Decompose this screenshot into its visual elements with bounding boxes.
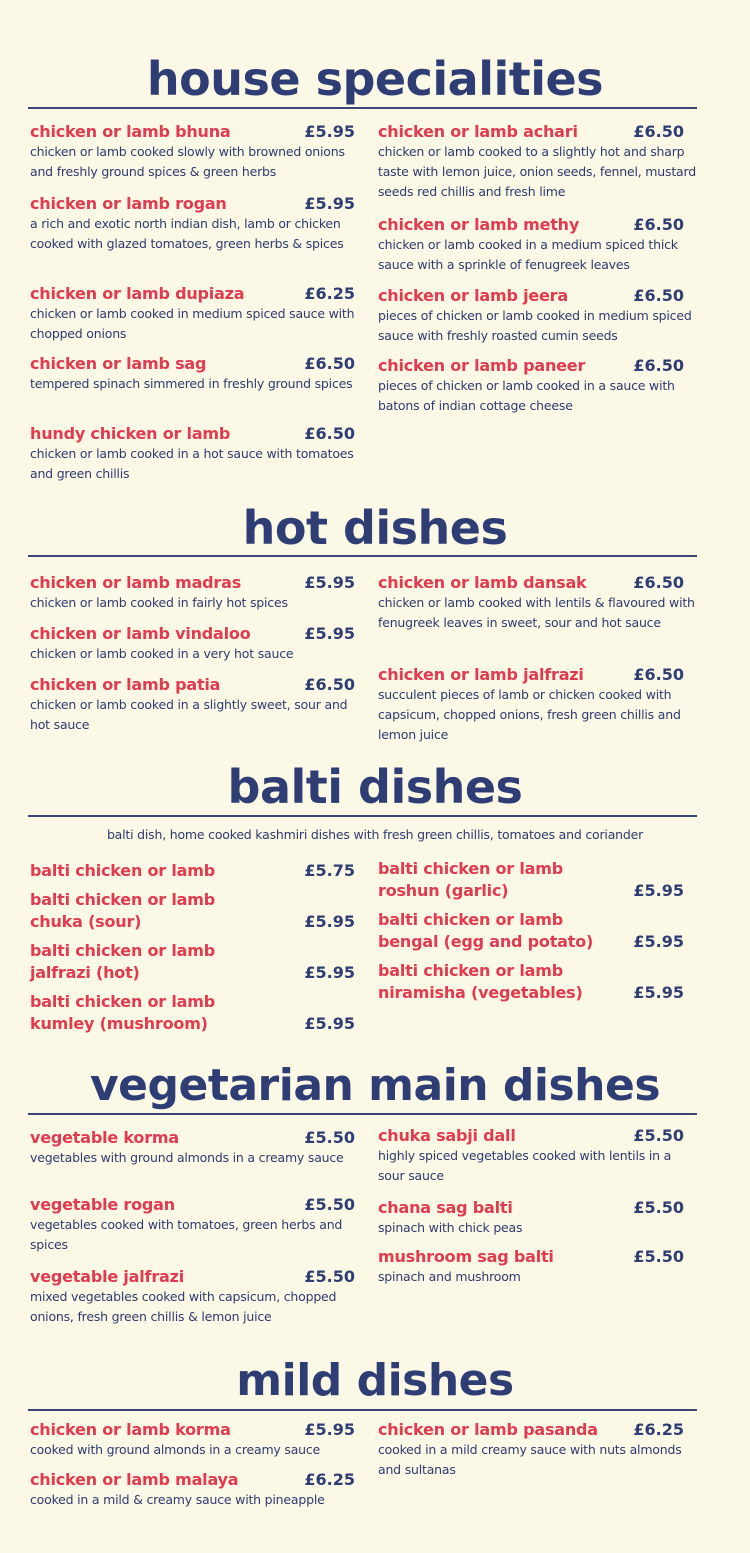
item-description: spinach and mushroom (378, 1269, 521, 1284)
item-name: chicken or lamb madras (30, 573, 242, 592)
item-name: balti chicken or lamb niramisha (vegetables) (378, 961, 583, 1002)
item-price: £5.95 (304, 194, 355, 213)
section-title-mild-dishes: mild dishes (236, 1355, 514, 1406)
menu-item (30, 122, 355, 182)
item-price: £5.50 (304, 1128, 355, 1147)
item-price: £5.95 (633, 932, 684, 951)
menu-item (378, 909, 684, 953)
item-price: £5.95 (304, 624, 355, 643)
menu-item (30, 1267, 355, 1327)
item-price: £6.50 (633, 286, 684, 305)
item-description: cooked in a mild & creamy sauce with pineapple (30, 1492, 325, 1507)
item-price: £5.95 (304, 912, 355, 931)
item-price: £5.95 (633, 881, 684, 900)
item-price: £6.50 (304, 354, 355, 373)
item-price: £5.50 (304, 1195, 355, 1214)
item-description: cooked in a mild creamy sauce with nuts almonds and sultanas (378, 1442, 682, 1477)
item-name: chicken or lamb dansak (378, 573, 587, 592)
menu-item (30, 194, 355, 254)
item-price: £6.50 (304, 424, 355, 443)
menu-item (30, 354, 355, 394)
item-description: cooked with ground almonds in a creamy sauce (30, 1442, 321, 1457)
item-name: vegetable korma (30, 1128, 179, 1147)
item-name: vegetable jalfrazi (30, 1267, 185, 1286)
item-name: chicken or lamb methy (378, 215, 580, 234)
section-title-vegetarian-main-dishes: vegetarian main dishes (89, 1060, 661, 1111)
menu-item (378, 858, 684, 902)
section-divider (28, 1113, 697, 1115)
item-name: chicken or lamb pasanda (378, 1420, 598, 1439)
menu-item (30, 675, 355, 735)
item-description: chicken or lamb cooked to a slightly hot and sharp taste with lemon juice, onion seeds, fennel, mustard seeds red chillis and fresh lime (378, 144, 696, 199)
menu-item (378, 356, 684, 416)
item-description: highly spiced vegetables cooked with lentils in a sour sauce (378, 1148, 672, 1183)
item-name: chana sag balti (378, 1198, 513, 1217)
item-price: £5.95 (304, 963, 355, 982)
item-name: balti chicken or lamb jalfrazi (hot) (30, 941, 215, 982)
item-description: a rich and exotic north indian dish, lamb or chicken cooked with glazed tomatoes, green herbs & spices (30, 216, 344, 251)
item-price: £6.25 (304, 1470, 355, 1489)
item-name: vegetable rogan (30, 1195, 175, 1214)
item-name: chicken or lamb paneer (378, 356, 586, 375)
balti-description: balti dish, home cooked kashmiri dishes with fresh green chillis, tomatoes and coriander (106, 827, 644, 842)
balti-left-column (30, 860, 355, 1040)
item-name: chicken or lamb malaya (30, 1470, 239, 1489)
item-description: mixed vegetables cooked with capsicum, chopped onions, fresh green chillis & lemon juice (30, 1289, 337, 1324)
item-price: £6.50 (633, 122, 684, 141)
item-price: £5.50 (633, 1247, 684, 1266)
item-name: mushroom sag balti (378, 1247, 554, 1266)
item-name: chicken or lamb patia (30, 675, 221, 694)
item-name: chicken or lamb sag (30, 354, 207, 373)
item-name: chicken or lamb korma (30, 1420, 231, 1439)
item-price: £5.50 (633, 1126, 684, 1145)
item-name: balti chicken or lamb roshun (garlic) (378, 859, 563, 900)
menu-item (378, 1420, 684, 1480)
section-title-house-specialities: house specialities (146, 52, 604, 106)
item-price: £6.50 (304, 675, 355, 694)
menu-item (30, 1128, 355, 1168)
menu-item (30, 1195, 355, 1255)
menu-item (378, 960, 684, 1004)
section-divider (28, 555, 697, 557)
item-name: chicken or lamb dupiaza (30, 284, 245, 303)
balti-right-column (378, 858, 684, 1008)
menu-item (30, 860, 355, 882)
menu-item (378, 665, 684, 745)
item-price: £6.25 (304, 284, 355, 303)
item-description: chicken or lamb cooked in a slightly sweet, sour and hot sauce (30, 697, 348, 732)
item-name: chuka sabji dall (378, 1126, 516, 1145)
section-divider (28, 815, 697, 817)
item-description: chicken or lamb cooked in a very hot sauce (30, 646, 294, 661)
item-name: chicken or lamb jalfrazi (378, 665, 584, 684)
item-name: balti chicken or lamb kumley (mushroom) (30, 992, 215, 1033)
item-price: £5.50 (304, 1267, 355, 1286)
item-price: £5.50 (633, 1198, 684, 1217)
item-description: vegetables cooked with tomatoes, green herbs and spices (30, 1217, 343, 1252)
item-description: spinach with chick peas (378, 1220, 523, 1235)
menu-item (30, 284, 355, 344)
item-name: chicken or lamb vindaloo (30, 624, 251, 643)
item-price: £5.75 (304, 861, 355, 880)
menu-item (378, 1126, 684, 1186)
item-name: chicken or lamb rogan (30, 194, 227, 213)
menu-item (378, 573, 695, 633)
section-title-hot-dishes: hot dishes (242, 501, 508, 555)
item-price: £5.95 (304, 1420, 355, 1439)
section-divider (28, 107, 697, 109)
item-name: balti chicken or lamb bengal (egg and potato) (378, 910, 594, 951)
menu-item (378, 215, 684, 275)
item-name: chicken or lamb achari (378, 122, 578, 141)
menu-item (30, 889, 355, 933)
item-description: vegetables with ground almonds in a creamy sauce (30, 1150, 344, 1165)
item-price: £6.25 (633, 1420, 684, 1439)
item-price: £5.95 (304, 1014, 355, 1033)
item-description: chicken or lamb cooked in medium spiced sauce with chopped onions (30, 306, 355, 341)
item-price: £6.50 (633, 665, 684, 684)
menu-item (30, 940, 355, 984)
menu-item (30, 424, 355, 484)
menu-item (30, 1470, 355, 1510)
item-description: chicken or lamb cooked in fairly hot spices (30, 595, 288, 610)
section-title-balti-dishes: balti dishes (227, 760, 523, 814)
item-description: chicken or lamb cooked in a hot sauce with tomatoes and green chillis (30, 446, 354, 481)
item-price: £5.95 (304, 122, 355, 141)
item-description: chicken or lamb cooked in a medium spiced thick sauce with a sprinkle of fenugreek leaves (378, 237, 678, 272)
item-name: hundy chicken or lamb (30, 424, 231, 443)
item-name: chicken or lamb jeera (378, 286, 568, 305)
menu-item (30, 624, 355, 664)
item-name: balti chicken or lamb chuka (sour) (30, 890, 215, 931)
item-price: £6.50 (633, 215, 684, 234)
item-description: tempered spinach simmered in freshly ground spices (30, 376, 353, 391)
item-description: succulent pieces of lamb or chicken cooked with capsicum, chopped onions, fresh green chillis and lemon juice (378, 687, 681, 742)
menu-item (30, 573, 355, 613)
item-name: balti chicken or lamb (30, 861, 215, 880)
item-description: chicken or lamb cooked slowly with browned onions and freshly ground spices & green herbs (30, 144, 345, 179)
menu-item (30, 991, 355, 1035)
item-price: £6.50 (633, 573, 684, 592)
item-price: £5.95 (633, 983, 684, 1002)
item-description: pieces of chicken or lamb cooked in medium spiced sauce with freshly roasted cumin seeds (378, 308, 692, 343)
item-name: chicken or lamb bhuna (30, 122, 231, 141)
menu-item (378, 1247, 684, 1287)
menu-item (378, 286, 692, 346)
item-description: chicken or lamb cooked with lentils & flavoured with fenugreek leaves in sweet, sour and hot sauce (378, 595, 695, 630)
item-price: £5.95 (304, 573, 355, 592)
item-price: £6.50 (633, 356, 684, 375)
menu-item (30, 1420, 355, 1460)
menu-item (378, 1198, 684, 1238)
item-description: pieces of chicken or lamb cooked in a sauce with batons of indian cottage cheese (378, 378, 675, 413)
section-divider (28, 1409, 697, 1411)
menu-item (378, 122, 696, 202)
